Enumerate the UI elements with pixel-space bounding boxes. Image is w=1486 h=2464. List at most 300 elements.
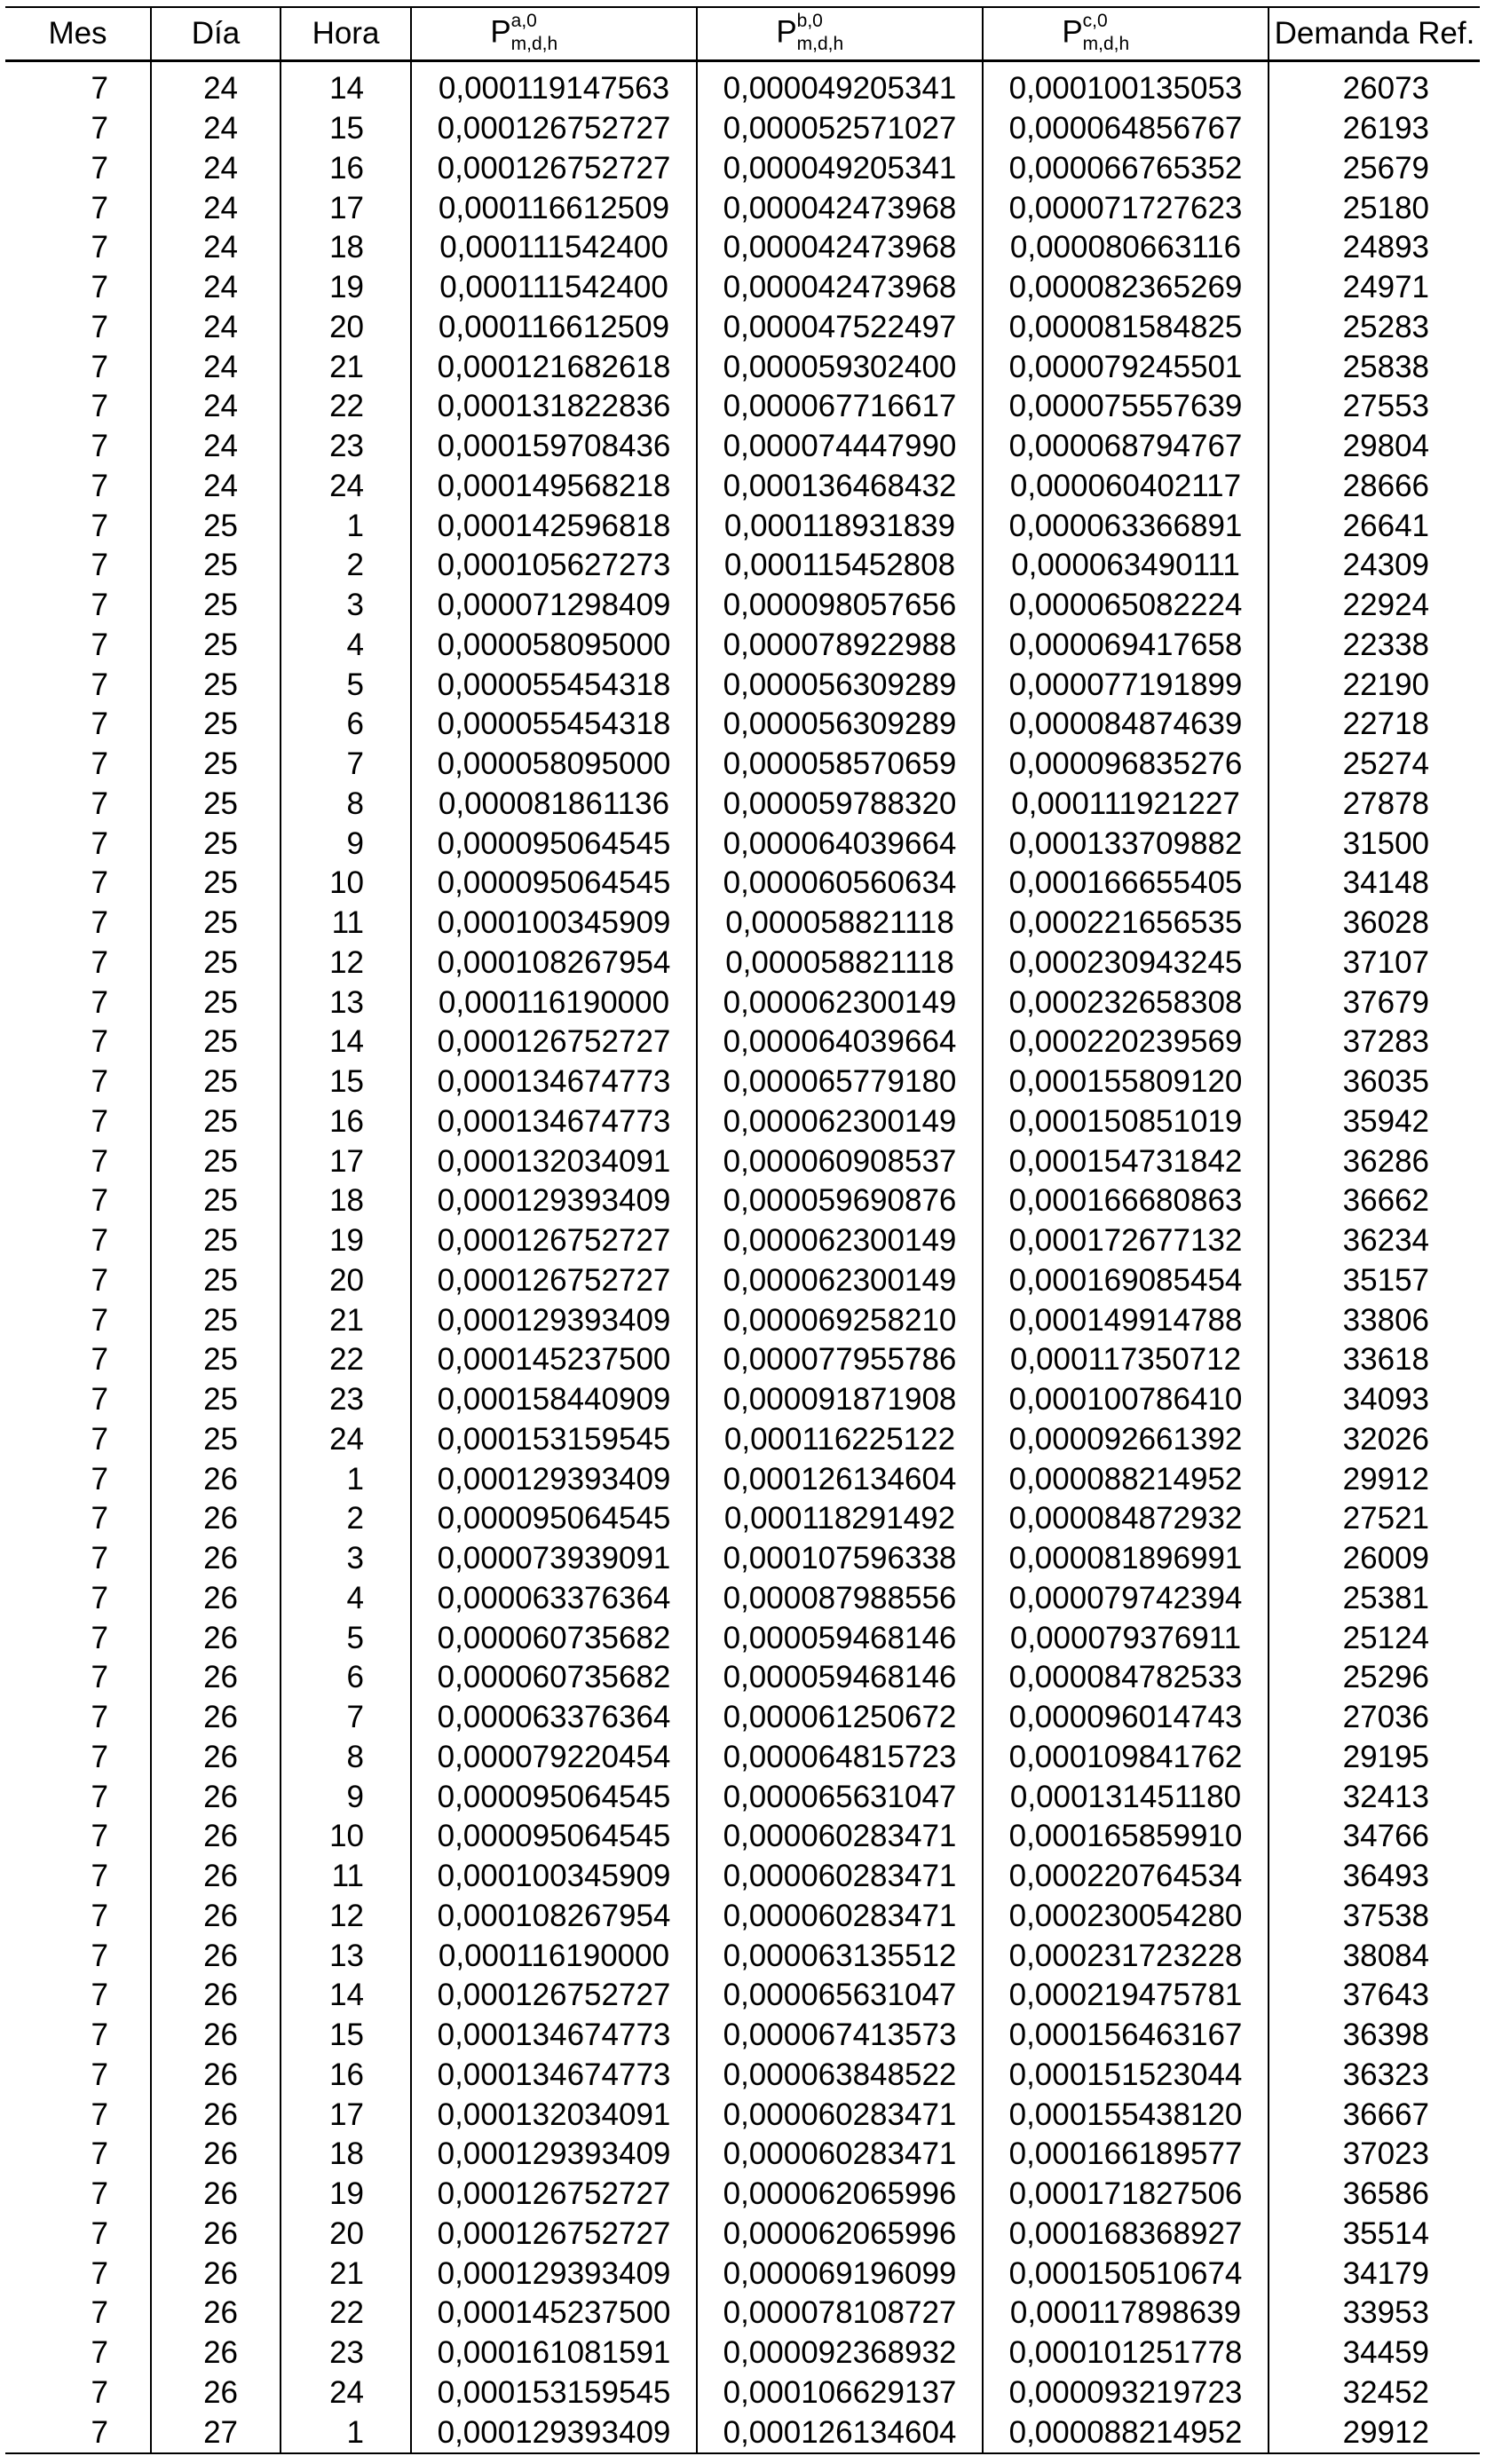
cell-pa: 0,000081861136 — [411, 785, 697, 825]
cell-demanda: 27036 — [1342, 1700, 1429, 1735]
cell-pb: 0,000091871908 — [697, 1380, 983, 1420]
cell-mes: 7 — [5, 1738, 151, 1778]
cell-demanda: 37107 — [1342, 944, 1429, 980]
cell-pb: 0,000126134604 — [697, 2413, 983, 2453]
cell-demanda: 25180 — [1342, 190, 1429, 225]
cell-pa: 0,000095064545 — [411, 1499, 697, 1539]
cell-pb: 0,000064039664 — [697, 1023, 983, 1062]
cell-pa: 0,000116190000 — [411, 1936, 697, 1976]
cell-dia: 26 — [151, 2056, 281, 2096]
cell-hora: 4 — [281, 626, 411, 666]
cell-hora: 17 — [281, 188, 411, 228]
table-row — [5, 467, 1480, 507]
cell-dia: 25 — [151, 1221, 281, 1261]
cell-pb: 0,000118931839 — [697, 506, 983, 546]
cell-pc: 0,000230054280 — [983, 1897, 1269, 1937]
cell-hora: 24 — [281, 467, 411, 507]
table-row — [5, 2294, 1480, 2334]
cell-mes: 7 — [5, 347, 151, 387]
cell-dia: 25 — [151, 785, 281, 825]
table-row — [5, 109, 1480, 149]
table-row — [5, 2135, 1480, 2175]
cell-mes: 7 — [5, 2135, 151, 2175]
cell-pa: 0,000129393409 — [411, 1459, 697, 1499]
cell-pc: 0,000065082224 — [983, 586, 1269, 626]
cell-hora: 22 — [281, 1340, 411, 1380]
table-row — [5, 2095, 1480, 2135]
cell-hora: 11 — [281, 1857, 411, 1897]
cell-dia: 25 — [151, 1181, 281, 1221]
cell-dia: 26 — [151, 1499, 281, 1539]
cell-pc: 0,000117350712 — [983, 1340, 1269, 1380]
cell-pc: 0,000149914788 — [983, 1300, 1269, 1340]
table-row — [5, 506, 1480, 546]
cell-pa: 0,000111542400 — [411, 268, 697, 308]
cell-mes: 7 — [5, 1340, 151, 1380]
cell-pa: 0,000095064545 — [411, 1817, 697, 1857]
cell-demanda: 25296 — [1342, 1660, 1429, 1695]
cell-demanda: 36667 — [1342, 2097, 1429, 2132]
cell-dia: 25 — [151, 506, 281, 546]
cell-mes: 7 — [5, 1102, 151, 1142]
cell-dia: 26 — [151, 2254, 281, 2294]
pa-subscript: m,d,h — [510, 34, 558, 54]
cell-hora: 1 — [281, 2413, 411, 2453]
cell-pa: 0,000108267954 — [411, 944, 697, 983]
table-row — [5, 1698, 1480, 1738]
cell-dia: 26 — [151, 2175, 281, 2215]
cell-mes: 7 — [5, 1658, 151, 1698]
cell-pc: 0,000166655405 — [983, 864, 1269, 904]
cell-pc: 0,000093219723 — [983, 2373, 1269, 2413]
cell-pa: 0,000095064545 — [411, 1777, 697, 1817]
cell-pb: 0,000064815723 — [697, 1738, 983, 1778]
cell-pb: 0,000062065996 — [697, 2175, 983, 2215]
cell-dia: 26 — [151, 1698, 281, 1738]
table-row — [5, 705, 1480, 745]
cell-pc: 0,000063366891 — [983, 506, 1269, 546]
cell-pc: 0,000066765352 — [983, 149, 1269, 189]
cell-dia: 25 — [151, 626, 281, 666]
cell-pa: 0,000126752727 — [411, 1261, 697, 1301]
cell-mes: 7 — [5, 904, 151, 944]
cell-pa: 0,000134674773 — [411, 2016, 697, 2056]
cell-hora: 3 — [281, 586, 411, 626]
cell-pc: 0,000117898639 — [983, 2294, 1269, 2334]
cell-pa: 0,000116612509 — [411, 308, 697, 348]
table-row — [5, 1817, 1480, 1857]
table-row — [5, 308, 1480, 348]
pc-superscript: c,0 — [1082, 11, 1108, 31]
cell-pa: 0,000129393409 — [411, 2254, 697, 2294]
cell-mes: 7 — [5, 2175, 151, 2215]
cell-mes: 7 — [5, 546, 151, 586]
cell-pc: 0,000101251778 — [983, 2334, 1269, 2373]
cell-demanda: 36035 — [1342, 1064, 1429, 1100]
table-row — [5, 626, 1480, 666]
cell-pa: 0,000055454318 — [411, 665, 697, 705]
table-row — [5, 1579, 1480, 1619]
cell-mes: 7 — [5, 467, 151, 507]
cell-mes: 7 — [5, 1777, 151, 1817]
cell-pc: 0,000151523044 — [983, 2056, 1269, 2096]
cell-pa: 0,000126752727 — [411, 2215, 697, 2255]
table-row — [5, 1380, 1480, 1420]
cell-dia: 25 — [151, 1420, 281, 1460]
cell-mes: 7 — [5, 1300, 151, 1340]
cell-hora: 13 — [281, 983, 411, 1023]
table-row — [5, 665, 1480, 705]
table-row — [5, 2056, 1480, 2096]
cell-pa: 0,000073939091 — [411, 1539, 697, 1579]
cell-pc: 0,000166189577 — [983, 2135, 1269, 2175]
cell-pc: 0,000230943245 — [983, 944, 1269, 983]
column-header-pa — [411, 7, 697, 61]
cell-pa: 0,000126752727 — [411, 109, 697, 149]
cell-mes: 7 — [5, 1976, 151, 2016]
cell-hora: 20 — [281, 308, 411, 348]
cell-mes: 7 — [5, 665, 151, 705]
cell-mes: 7 — [5, 2413, 151, 2453]
column-header-dia: Día — [151, 7, 281, 61]
cell-mes: 7 — [5, 1539, 151, 1579]
table-row — [5, 228, 1480, 268]
cell-pb: 0,000065631047 — [697, 1976, 983, 2016]
cell-pb: 0,000060283471 — [697, 2135, 983, 2175]
cell-demanda: 33618 — [1342, 1342, 1429, 1378]
cell-pa: 0,000126752727 — [411, 1023, 697, 1062]
cell-hora: 15 — [281, 1062, 411, 1102]
cell-hora: 14 — [281, 61, 411, 109]
cell-hora: 16 — [281, 2056, 411, 2096]
cell-pa: 0,000153159545 — [411, 1420, 697, 1460]
cell-mes: 7 — [5, 2215, 151, 2255]
cell-demanda: 36662 — [1342, 1183, 1429, 1219]
cell-pc: 0,000166680863 — [983, 1181, 1269, 1221]
cell-mes: 7 — [5, 864, 151, 904]
cell-mes: 7 — [5, 1141, 151, 1181]
cell-demanda: 32413 — [1342, 1779, 1429, 1814]
cell-demanda: 36234 — [1342, 1223, 1429, 1259]
cell-mes: 7 — [5, 1181, 151, 1221]
cell-pa: 0,000095064545 — [411, 864, 697, 904]
cell-mes: 7 — [5, 268, 151, 308]
cell-hora: 5 — [281, 1618, 411, 1658]
cell-demanda: 37023 — [1342, 2136, 1429, 2172]
cell-dia: 26 — [151, 1539, 281, 1579]
cell-demanda: 26073 — [1342, 71, 1429, 107]
table-row — [5, 824, 1480, 864]
cell-pc: 0,000111921227 — [983, 785, 1269, 825]
cell-hora: 18 — [281, 2135, 411, 2175]
cell-pc: 0,000154731842 — [983, 1141, 1269, 1181]
pa-superscript: a,0 — [510, 11, 537, 31]
table-row — [5, 864, 1480, 904]
cell-pa: 0,000142596818 — [411, 506, 697, 546]
cell-mes: 7 — [5, 1261, 151, 1301]
cell-demanda: 35157 — [1342, 1262, 1429, 1298]
cell-pb: 0,000078108727 — [697, 2294, 983, 2334]
cell-hora: 24 — [281, 2373, 411, 2413]
cell-pb: 0,000106629137 — [697, 2373, 983, 2413]
cell-pa: 0,000060735682 — [411, 1658, 697, 1698]
cell-mes: 7 — [5, 506, 151, 546]
table-row — [5, 149, 1480, 189]
column-header-mes: Mes — [5, 7, 151, 61]
cell-pa: 0,000063376364 — [411, 1579, 697, 1619]
cell-pb: 0,000074447990 — [697, 427, 983, 467]
cell-demanda: 37283 — [1342, 1024, 1429, 1060]
cell-pa: 0,000132034091 — [411, 1141, 697, 1181]
cell-pb: 0,000064039664 — [697, 824, 983, 864]
cell-pc: 0,000079245501 — [983, 347, 1269, 387]
cell-mes: 7 — [5, 1062, 151, 1102]
cell-hora: 10 — [281, 1817, 411, 1857]
cell-hora: 17 — [281, 1141, 411, 1181]
cell-pc: 0,000220764534 — [983, 1857, 1269, 1897]
table-row — [5, 1777, 1480, 1817]
cell-hora: 4 — [281, 1579, 411, 1619]
cell-pc: 0,000084782533 — [983, 1658, 1269, 1698]
cell-demanda: 36323 — [1342, 2057, 1429, 2092]
cell-hora: 5 — [281, 665, 411, 705]
cell-hora: 19 — [281, 2175, 411, 2215]
cell-mes: 7 — [5, 109, 151, 149]
cell-pa: 0,000121682618 — [411, 347, 697, 387]
column-header-demanda: Demanda Ref. — [1269, 7, 1480, 61]
cell-demanda: 27553 — [1342, 389, 1429, 424]
cell-demanda: 34179 — [1342, 2255, 1429, 2291]
cell-hora: 19 — [281, 268, 411, 308]
cell-pc: 0,000075557639 — [983, 387, 1269, 427]
cell-pc: 0,000150851019 — [983, 1102, 1269, 1142]
cell-pb: 0,000116225122 — [697, 1420, 983, 1460]
cell-pc: 0,000092661392 — [983, 1420, 1269, 1460]
cell-pa: 0,000071298409 — [411, 586, 697, 626]
cell-pa: 0,000131822836 — [411, 387, 697, 427]
cell-hora: 21 — [281, 2254, 411, 2294]
cell-mes: 7 — [5, 1579, 151, 1619]
cell-pc: 0,000064856767 — [983, 109, 1269, 149]
cell-pb: 0,000062065996 — [697, 2215, 983, 2255]
cell-pb: 0,000065631047 — [697, 1777, 983, 1817]
column-header-hora: Hora — [281, 7, 411, 61]
table-row — [5, 586, 1480, 626]
cell-pb: 0,000056309289 — [697, 665, 983, 705]
cell-mes: 7 — [5, 745, 151, 785]
cell-dia: 24 — [151, 347, 281, 387]
cell-mes: 7 — [5, 1023, 151, 1062]
cell-pa: 0,000161081591 — [411, 2334, 697, 2373]
cell-hora: 12 — [281, 1897, 411, 1937]
cell-pc: 0,000219475781 — [983, 1976, 1269, 2016]
cell-demanda: 27521 — [1342, 1501, 1429, 1536]
cell-mes: 7 — [5, 2016, 151, 2056]
cell-pa: 0,000129393409 — [411, 1181, 697, 1221]
cell-pb: 0,000060560634 — [697, 864, 983, 904]
cell-dia: 25 — [151, 1141, 281, 1181]
table-row — [5, 1141, 1480, 1181]
cell-pb: 0,000092368932 — [697, 2334, 983, 2373]
cell-demanda: 34766 — [1342, 1819, 1429, 1854]
table-row — [5, 1420, 1480, 1460]
cell-mes: 7 — [5, 785, 151, 825]
cell-dia: 24 — [151, 308, 281, 348]
pb-superscript: b,0 — [796, 11, 823, 31]
cell-dia: 26 — [151, 2373, 281, 2413]
cell-dia: 25 — [151, 944, 281, 983]
cell-demanda: 22190 — [1342, 667, 1429, 702]
cell-hora: 8 — [281, 1738, 411, 1778]
cell-pc: 0,000088214952 — [983, 2413, 1269, 2453]
cell-dia: 26 — [151, 1976, 281, 2016]
cell-mes: 7 — [5, 1618, 151, 1658]
cell-mes: 7 — [5, 427, 151, 467]
cell-hora: 10 — [281, 864, 411, 904]
cell-dia: 25 — [151, 824, 281, 864]
cell-pb: 0,000063135512 — [697, 1936, 983, 1976]
cell-pb: 0,000058570659 — [697, 745, 983, 785]
table-row — [5, 427, 1480, 467]
table-row — [5, 1897, 1480, 1937]
cell-pb: 0,000069196099 — [697, 2254, 983, 2294]
cell-demanda: 26009 — [1342, 1541, 1429, 1576]
cell-dia: 26 — [151, 1738, 281, 1778]
cell-hora: 1 — [281, 506, 411, 546]
cell-pc: 0,000079742394 — [983, 1579, 1269, 1619]
cell-pb: 0,000060908537 — [697, 1141, 983, 1181]
cell-mes: 7 — [5, 308, 151, 348]
cell-dia: 26 — [151, 1897, 281, 1937]
cell-dia: 24 — [151, 228, 281, 268]
cell-pa: 0,000119147563 — [411, 61, 697, 109]
pc-subscript: m,d,h — [1082, 34, 1130, 54]
cell-pc: 0,000155809120 — [983, 1062, 1269, 1102]
cell-dia: 25 — [151, 586, 281, 626]
cell-demanda: 35514 — [1342, 2215, 1429, 2251]
cell-pb: 0,000052571027 — [697, 109, 983, 149]
cell-dia: 25 — [151, 983, 281, 1023]
cell-pc: 0,000169085454 — [983, 1261, 1269, 1301]
cell-hora: 7 — [281, 1698, 411, 1738]
cell-dia: 25 — [151, 1102, 281, 1142]
cell-pa: 0,000116612509 — [411, 188, 697, 228]
cell-hora: 23 — [281, 1380, 411, 1420]
cell-pc: 0,000096835276 — [983, 745, 1269, 785]
cell-pa: 0,000095064545 — [411, 824, 697, 864]
cell-dia: 25 — [151, 1062, 281, 1102]
cell-pa: 0,000158440909 — [411, 1380, 697, 1420]
cell-demanda: 29912 — [1342, 1461, 1429, 1497]
cell-demanda: 32026 — [1342, 1421, 1429, 1457]
cell-pc: 0,000081896991 — [983, 1539, 1269, 1579]
table-row — [5, 944, 1480, 983]
cell-demanda: 32452 — [1342, 2374, 1429, 2410]
cell-demanda: 28666 — [1342, 468, 1429, 503]
cell-pc: 0,000096014743 — [983, 1698, 1269, 1738]
cell-mes: 7 — [5, 824, 151, 864]
cell-pc: 0,000068794767 — [983, 427, 1269, 467]
table-row — [5, 61, 1480, 109]
table-row — [5, 1499, 1480, 1539]
cell-mes: 7 — [5, 626, 151, 666]
cell-mes: 7 — [5, 149, 151, 189]
cell-demanda: 34093 — [1342, 1382, 1429, 1418]
cell-demanda: 25124 — [1342, 1620, 1429, 1655]
cell-dia: 25 — [151, 705, 281, 745]
cell-pb: 0,000062300149 — [697, 1261, 983, 1301]
cell-pc: 0,000100135053 — [983, 61, 1269, 109]
cell-demanda: 24893 — [1342, 230, 1429, 265]
cell-pc: 0,000171827506 — [983, 2175, 1269, 2215]
cell-pa: 0,000132034091 — [411, 2095, 697, 2135]
cell-pc: 0,000150510674 — [983, 2254, 1269, 2294]
cell-hora: 18 — [281, 1181, 411, 1221]
cell-hora: 19 — [281, 1221, 411, 1261]
cell-demanda: 36586 — [1342, 2176, 1429, 2212]
table-row — [5, 1857, 1480, 1897]
table-row — [5, 1102, 1480, 1142]
cell-pa: 0,000159708436 — [411, 427, 697, 467]
cell-dia: 24 — [151, 61, 281, 109]
cell-demanda: 25838 — [1342, 349, 1429, 384]
cell-pb: 0,000136468432 — [697, 467, 983, 507]
cell-demanda: 27878 — [1342, 786, 1429, 821]
table-row — [5, 785, 1480, 825]
table-row — [5, 2413, 1480, 2453]
table-row — [5, 1261, 1480, 1301]
cell-dia: 26 — [151, 2215, 281, 2255]
cell-demanda: 33806 — [1342, 1302, 1429, 1338]
cell-pb: 0,000059468146 — [697, 1618, 983, 1658]
cell-demanda: 37538 — [1342, 1898, 1429, 1933]
cell-pa: 0,000129393409 — [411, 2135, 697, 2175]
cell-hora: 1 — [281, 1459, 411, 1499]
table-row — [5, 904, 1480, 944]
cell-dia: 25 — [151, 546, 281, 586]
cell-pc: 0,000069417658 — [983, 626, 1269, 666]
cell-pa: 0,000134674773 — [411, 1062, 697, 1102]
cell-hora: 22 — [281, 387, 411, 427]
cell-mes: 7 — [5, 2095, 151, 2135]
cell-pa: 0,000134674773 — [411, 1102, 697, 1142]
cell-pb: 0,000065779180 — [697, 1062, 983, 1102]
cell-demanda: 25679 — [1342, 150, 1429, 186]
cell-pc: 0,000232658308 — [983, 983, 1269, 1023]
cell-pb: 0,000042473968 — [697, 228, 983, 268]
cell-pb: 0,000069258210 — [697, 1300, 983, 1340]
cell-demanda: 34148 — [1342, 865, 1429, 901]
cell-dia: 24 — [151, 188, 281, 228]
cell-hora: 14 — [281, 1023, 411, 1062]
cell-pc: 0,000155438120 — [983, 2095, 1269, 2135]
cell-hora: 2 — [281, 546, 411, 586]
cell-demanda: 22718 — [1342, 707, 1429, 742]
cell-pc: 0,000221656535 — [983, 904, 1269, 944]
cell-pc: 0,000109841762 — [983, 1738, 1269, 1778]
pc-symbol: P — [1062, 14, 1083, 50]
table-row — [5, 1062, 1480, 1102]
cell-demanda: 37679 — [1342, 984, 1429, 1020]
cell-hora: 12 — [281, 944, 411, 983]
cell-pb: 0,000059468146 — [697, 1658, 983, 1698]
cell-dia: 25 — [151, 1380, 281, 1420]
cell-demanda: 37643 — [1342, 1978, 1429, 2013]
cell-mes: 7 — [5, 387, 151, 427]
cell-pa: 0,000153159545 — [411, 2373, 697, 2413]
cell-pa: 0,000111542400 — [411, 228, 697, 268]
table-row — [5, 546, 1480, 586]
